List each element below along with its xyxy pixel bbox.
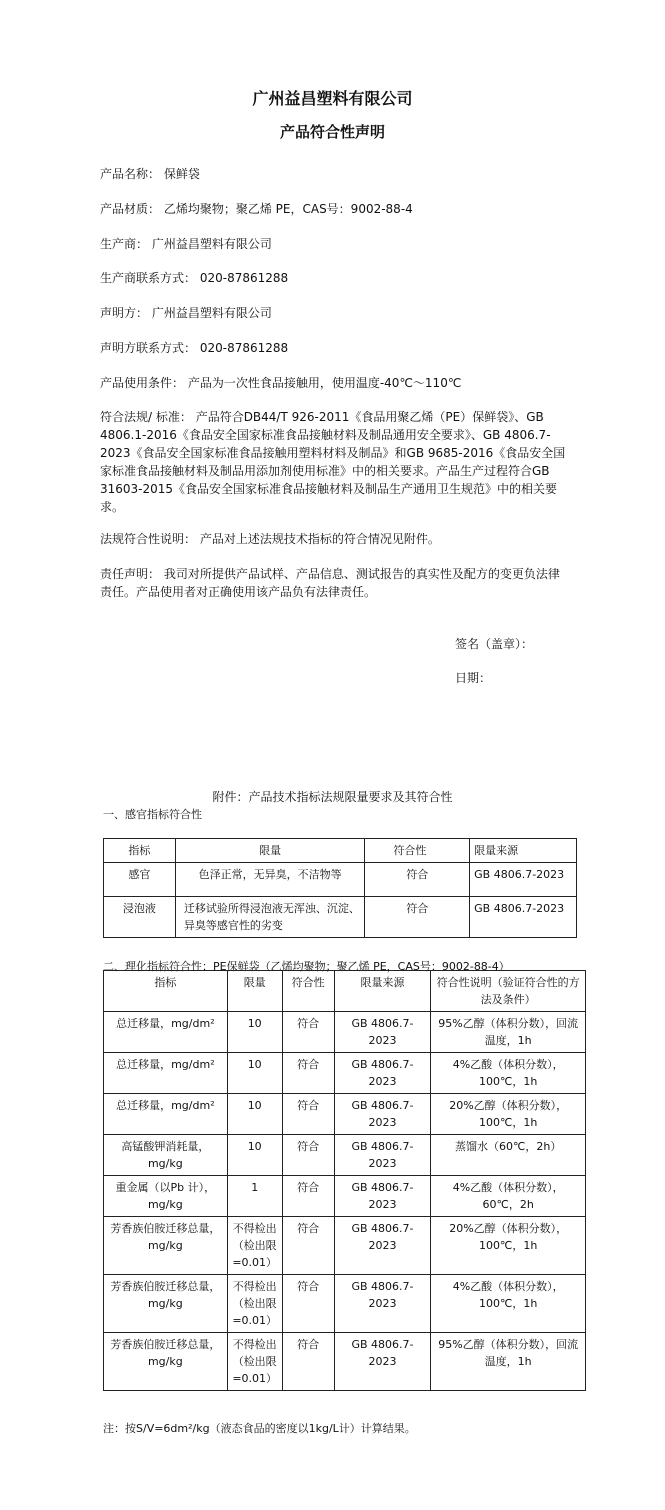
table-cell: 4%乙酸（体积分数），60℃，2h xyxy=(431,1176,586,1217)
table-row xyxy=(104,1275,586,1333)
table-row xyxy=(104,1333,586,1391)
company-name: 广州益昌塑料有限公司 xyxy=(252,89,413,108)
table-cell: 符合 xyxy=(282,1135,334,1176)
field-value: 广州益昌塑料有限公司 xyxy=(151,237,272,251)
table-cell: GB 4806.7-2023 xyxy=(334,1176,431,1217)
table-header-row xyxy=(104,839,577,863)
table-cell: 芳香族伯胺迁移总量，mg/kg xyxy=(104,1217,228,1275)
field-value: 020-87861288 xyxy=(199,341,289,355)
table-cell: 10 xyxy=(227,1135,282,1176)
field-product-name xyxy=(100,166,200,182)
table-cell: 感官 xyxy=(104,863,176,897)
field-label: 声明方联系方式： xyxy=(100,341,197,355)
table-row xyxy=(104,863,577,897)
table-row xyxy=(104,1176,586,1217)
table-cell: GB 4806.7-2023 xyxy=(334,1053,431,1094)
table-row xyxy=(104,1094,586,1135)
field-value: 020-87861288 xyxy=(199,271,289,285)
field-value: 产品为一次性食品接触用，使用温度-40℃～110℃ xyxy=(187,376,462,390)
field-value: 保鲜袋 xyxy=(163,167,200,181)
field-value: 乙烯均聚物；聚乙烯 PE，CAS号：9002-88-4 xyxy=(163,202,413,216)
compliance-label: 符合法规/ 标准： xyxy=(100,410,192,424)
header-cell: 符合性 xyxy=(365,839,470,863)
field-value: 广州益昌塑料有限公司 xyxy=(151,306,272,320)
table-cell: 迁移试验所得浸泡液无浑浊、沉淀、异臭等感官性的劣变 xyxy=(175,897,365,938)
header-cell: 限量 xyxy=(227,971,282,1012)
compliance-explanation xyxy=(100,530,568,548)
header-cell: 符合性说明（验证符合性的方法及条件） xyxy=(431,971,586,1012)
field-manufacturer xyxy=(100,236,272,252)
header-cell: 限量 xyxy=(175,839,365,863)
table-cell: 符合 xyxy=(282,1176,334,1217)
table-cell: 重金属（以Pb 计），mg/kg xyxy=(104,1176,228,1217)
table-row xyxy=(104,1012,586,1053)
table-cell: 不得检出（检出限=0.01） xyxy=(227,1275,282,1333)
table-cell: 符合 xyxy=(282,1217,334,1275)
table-cell: 符合 xyxy=(282,1094,334,1135)
table-cell: 高锰酸钾消耗量，mg/kg xyxy=(104,1135,228,1176)
physicochemical-table xyxy=(103,970,586,1391)
table-cell: 20%乙醇（体积分数），100℃，1h xyxy=(431,1094,586,1135)
sensory-table xyxy=(103,838,577,938)
table-cell: 符合 xyxy=(365,863,470,897)
table-cell: 色泽正常，无异臭，不洁物等 xyxy=(175,863,365,897)
field-label: 产品材质： xyxy=(100,202,161,216)
document-title: 产品符合性声明 xyxy=(279,123,385,141)
table-cell: 芳香族伯胺迁移总量，mg/kg xyxy=(104,1275,228,1333)
field-label: 生产商联系方式： xyxy=(100,271,197,285)
date-label: 日期： xyxy=(455,671,492,685)
field-label: 产品名称： xyxy=(100,167,161,181)
table-cell: 95%乙醇（体积分数），回流温度，1h xyxy=(431,1333,586,1391)
table-cell: 10 xyxy=(227,1053,282,1094)
table-cell: 10 xyxy=(227,1012,282,1053)
table-footnote: 注：按S/V=6dm²/kg（液态食品的密度以1kg/L计）计算结果。 xyxy=(103,1422,416,1435)
responsibility-statement xyxy=(100,565,568,601)
table-cell: 总迁移量，mg/dm² xyxy=(104,1053,228,1094)
table-cell: GB 4806.7-2023 xyxy=(334,1217,431,1275)
table-cell: 符合 xyxy=(282,1012,334,1053)
table-cell: 不得检出（检出限=0.01） xyxy=(227,1217,282,1275)
header-cell: 指标 xyxy=(104,839,176,863)
table-cell: GB 4806.7-2023 xyxy=(334,1333,431,1391)
explanation-label: 法规符合性说明： xyxy=(100,532,197,546)
table-cell: 符合 xyxy=(282,1053,334,1094)
table-cell: GB 4806.7-2023 xyxy=(334,1012,431,1053)
table-cell: 总迁移量，mg/dm² xyxy=(104,1012,228,1053)
table-cell: 不得检出（检出限=0.01） xyxy=(227,1333,282,1391)
table-cell: GB 4806.7-2023 xyxy=(334,1275,431,1333)
responsibility-text: 我司对所提供产品试样、产品信息、测试报告的真实性及配方的变更负法律责任。产品使用者对正确使用该产品负有法律责任。 xyxy=(100,567,560,599)
table-cell: GB 4806.7-2023 xyxy=(334,1094,431,1135)
header-cell: 限量来源 xyxy=(470,839,577,863)
table-cell: 20%乙醇（体积分数），100℃，1h xyxy=(431,1217,586,1275)
table-row xyxy=(104,897,577,938)
header-cell: 符合性 xyxy=(282,971,334,1012)
section2-title: 二、理化指标符合性：PE保鲜袋（乙烯均聚物；聚乙烯 PE，CAS号：9002-88-4） xyxy=(103,960,510,973)
section1-title: 一、感官指标符合性 xyxy=(103,808,202,821)
table-cell: 95%乙醇（体积分数），回流温度，1h xyxy=(431,1012,586,1053)
table-cell: 1 xyxy=(227,1176,282,1217)
table-row xyxy=(104,1135,586,1176)
field-usage-conditions xyxy=(100,375,461,391)
table-cell: 蒸馏水（60℃，2h） xyxy=(431,1135,586,1176)
field-label: 产品使用条件： xyxy=(100,376,185,390)
table-cell: 芳香族伯胺迁移总量，mg/kg xyxy=(104,1333,228,1391)
signature-label: 签名（盖章）： xyxy=(455,637,534,651)
responsibility-label: 责任声明： xyxy=(100,567,161,581)
compliance-statement xyxy=(100,408,568,516)
field-material xyxy=(100,201,413,217)
field-declarant xyxy=(100,305,272,321)
field-label: 生产商： xyxy=(100,237,149,251)
table-row xyxy=(104,1053,586,1094)
field-label: 声明方： xyxy=(100,306,149,320)
explanation-text: 产品对上述法规技术指标的符合情况见附件。 xyxy=(199,532,440,546)
table-cell: GB 4806.7-2023 xyxy=(470,863,577,897)
header-cell: 限量来源 xyxy=(334,971,431,1012)
header-cell: 指标 xyxy=(104,971,228,1012)
table-cell: 符合 xyxy=(282,1275,334,1333)
table-cell: 符合 xyxy=(282,1333,334,1391)
table-header-row xyxy=(104,971,586,1012)
table-cell: 浸泡液 xyxy=(104,897,176,938)
field-manufacturer-contact xyxy=(100,270,288,286)
table-cell: GB 4806.7-2023 xyxy=(470,897,577,938)
table-cell: 符合 xyxy=(365,897,470,938)
table-cell: 4%乙酸（体积分数），100℃，1h xyxy=(431,1275,586,1333)
table-cell: GB 4806.7-2023 xyxy=(334,1135,431,1176)
field-declarant-contact xyxy=(100,340,288,356)
table-cell: 10 xyxy=(227,1094,282,1135)
appendix-title: 附件：产品技术指标法规限量要求及其符合性 xyxy=(212,790,453,804)
compliance-text: 产品符合DB44/T 926-2011《食品用聚乙烯（PE）保鲜袋》、GB 4806.1-2016《食品安全国家标准食品接触材料及制品通用安全要求》、GB 4806.7-2023《食品安全国家标准食品接触用塑料材料及制品》和GB 9685-2016《食品安全国家标准食品接触材料及制品用添加剂使用标准》中的相关要求。产品生产过程符合GB 31603-2015《食品安全国家标准食品接触材料及制品生产通用卫生规范》中的相关要求。 xyxy=(100,410,566,514)
table-cell: 4%乙酸（体积分数），100℃，1h xyxy=(431,1053,586,1094)
table-row xyxy=(104,1217,586,1275)
table-cell: 总迁移量，mg/dm² xyxy=(104,1094,228,1135)
